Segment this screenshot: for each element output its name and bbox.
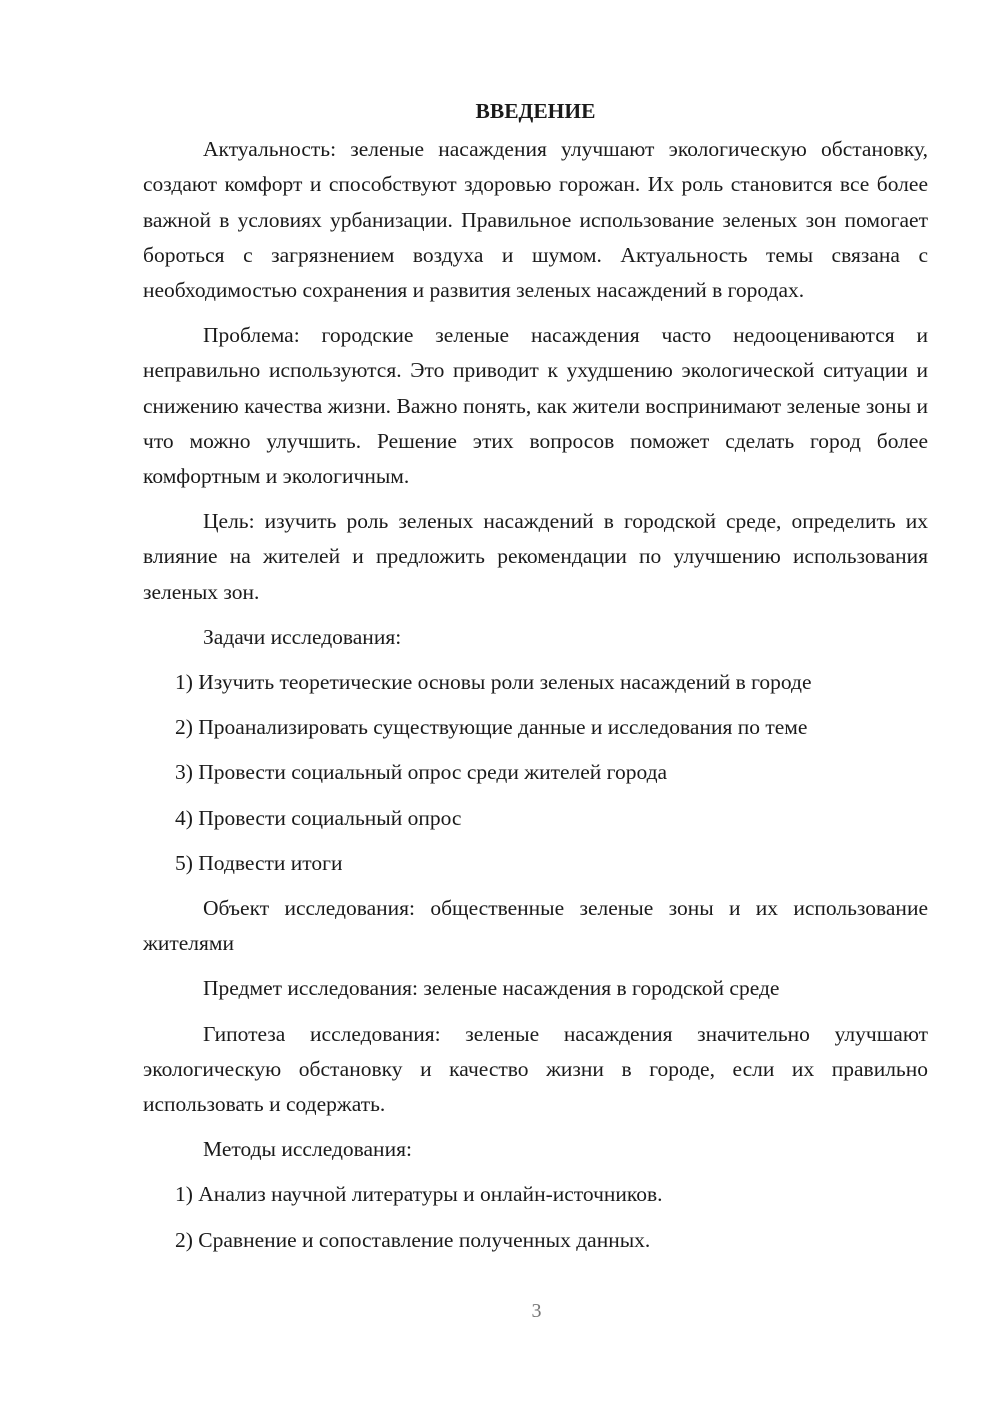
relevance-paragraph: Актуальность: зеленые насаждения улучшают экологическую обстановку, создают комфорт и способствуют здоровью горожан. Их роль становится все более важной в условиях урбанизации. Правильное использование зеленых зон помогает бороться с загрязнением воздуха и шумом. Актуальность темы связана с необходимостью сохранения и развития зеленых насаждений в городах. <box>143 137 928 303</box>
hypothesis-paragraph: Гипотеза исследования: зеленые насаждения значительно улучшают экологическую обстановку и качество жизни в городе, если их правильно использовать и содержать. <box>143 1021 928 1117</box>
list-item: 2) Сравнение и сопоставление полученных данных. <box>175 1227 651 1252</box>
page-title: ВВЕДЕНИЕ <box>475 99 596 123</box>
subject-paragraph: Предмет исследования: зеленые насаждения в городской среде <box>203 976 780 1001</box>
list-item: 2) Проанализировать существующие данные и исследования по теме <box>175 715 808 740</box>
page-number: 3 <box>531 1300 542 1322</box>
list-item: 5) Подвести итоги <box>175 850 343 875</box>
list-item: 4) Провести социальный опрос <box>175 805 462 830</box>
list-item: 1) Изучить теоретические основы роли зеленых насаждений в городе <box>175 670 812 695</box>
list-item: 3) Провести социальный опрос среди жителей города <box>175 760 668 785</box>
methods-heading: Методы исследования: <box>203 1137 412 1162</box>
goal-paragraph: Цель: изучить роль зеленых насаждений в городской среде, определить их влияние на жителей и предложить рекомендации по улучшению использования зеленых зон. <box>143 509 928 604</box>
document-page <box>143 94 928 1268</box>
methods-list <box>143 1177 928 1257</box>
list-item: 1) Анализ научной литературы и онлайн-источников. <box>175 1182 663 1207</box>
problem-paragraph: Проблема: городские зеленые насаждения часто недооцениваются и неправильно используются. Это приводит к ухудшению экологической ситуации и снижению качества жизни. Важно понять, как жители воспринимают зеленые зоны и что можно улучшить. Решение этих вопросов поможет сделать город более комфортным и экологичным. <box>143 323 928 489</box>
tasks-list <box>143 665 928 881</box>
object-paragraph: Объект исследования: общественные зеленые зоны и их использование жителями <box>143 896 928 956</box>
tasks-heading: Задачи исследования: <box>203 624 402 649</box>
